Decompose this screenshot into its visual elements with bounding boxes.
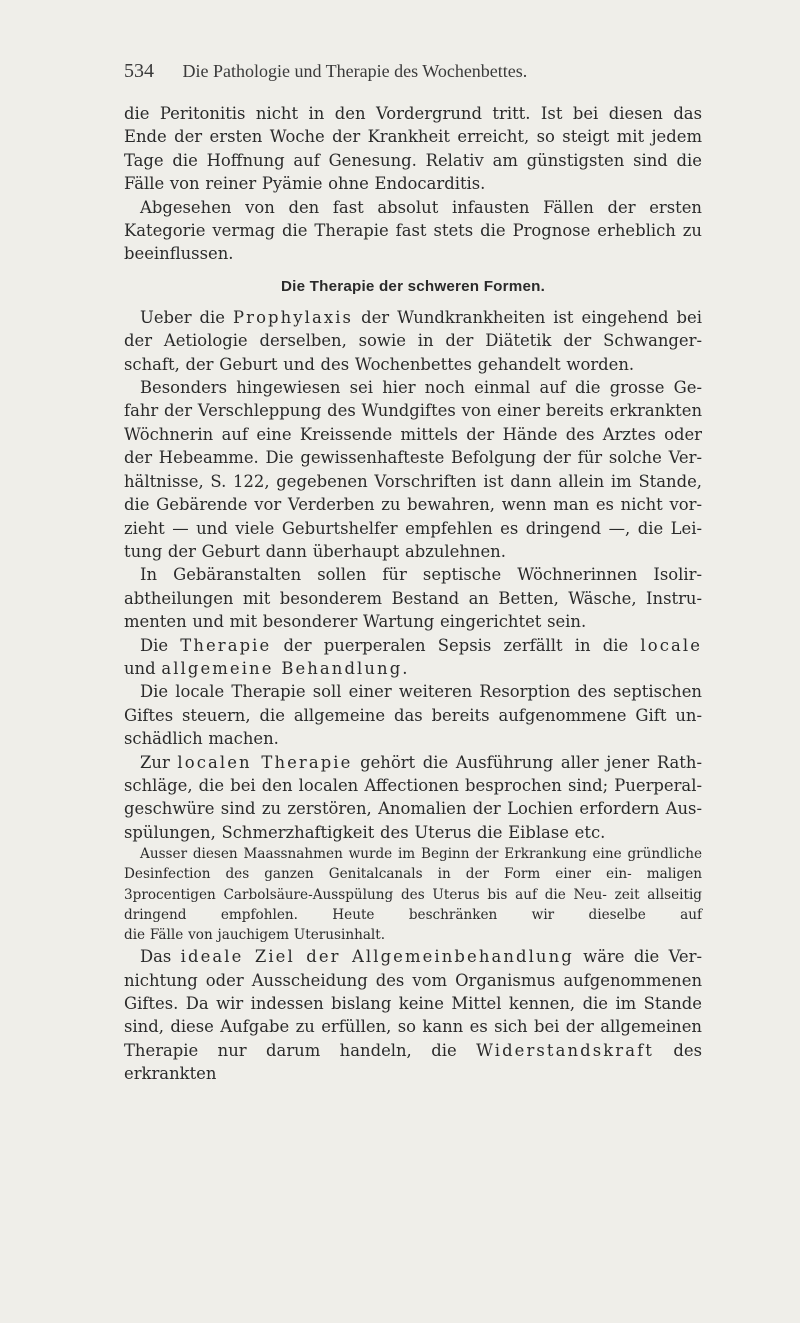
paragraph-5: In Gebäranstalten sollen für septische Wöchnerinnen Isolir- abtheilungen mit besonderem Bestand an Betten, Wäsche, Instru- [124,565,702,608]
paragraph-7: Die locale Therapie soll einer weiteren Resorption des septischen Giftes steuern, die allgemeine das bereits aufgenommene Gift un- [124,682,702,725]
paragraph-1: die Peritonitis nicht in den Vordergrund tritt. Ist bei diesen das Ende der ersten Woche der Krankheit erreicht, so steigt mit jedem Tage die Hoffnung auf Genesung. Relativ am günstigsten sind die [124,104,702,170]
spaced-term: locale [640,635,702,655]
running-header [124,60,684,83]
page-body: die Peritonitis nicht in den Vordergrund tritt. Ist bei diesen das Ende der ersten Woche der Krankheit erreicht, so steigt mit jedem Tage die Hoffnung auf Genesung. Relativ am günstigsten sind die Fälle von reiner Pyämie ohne Endocarditis. Abgesehen von den fast absolut infausten Fällen der ersten Kategorie vermag die Therapie fast stets die Prognose erheblich zu beeinflussen. Die Therapie der schweren Formen. Ueber die Prophylaxis der Wundkrankheiten ist eingehend bei der Aetiologie derselben, sowie in der Diätetik der Schwanger- schaft, der Geburt und des Wochenbettes gehandelt worden. Besonders hingewiesen sei hier noch einmal auf die grosse Ge- fahr der Verschleppung des Wundgiftes von einer bereits erkrankten Wöchnerin auf eine Kreissende mittels der Hände des Arztes oder der Hebeamme. Die gewissenhafteste Befolgung der für solche Ver- hältnisse, S. 122, gegebenen Vorschriften ist dann allein im Stande, die Gebärende vor Verderben zu bewahren, wenn man es nicht vor- zieht — und viele Geburtshelfer empfehlen es dringend —, die Lei- tung der Geburt dann überhaupt abzulehnen. In Gebäranstalten sollen für septische Wöchnerinnen Isolir- abtheilungen mit besonderem Bestand an Betten, Wäsche, Instru- menten und mit besonderer Wartung eingerichtet sein. Die Therapie der puerperalen Sepsis zerfällt in die locale und allgemeine Behandlung. Die locale Therapie soll einer weiteren Resorption des septischen Giftes steuern, die allgemeine das bereits aufgenommene Gift un- schädlich machen. Zur localen Therapie gehört die Ausführung aller jener Rath- schläge, die bei den localen Affectionen besprochen sind; Puerperal- geschwüre sind zu zerstören, Anomalien der Lochien erfordern Aus- spülungen, Schmerzhaftigkeit des Uterus die Eiblase etc. Ausser diesen Maassnahmen wurde im Beginn der Erkrankung eine gründliche Desinfection des ganzen Genitalcanals in der Form einer ein- maligen 3procentigen Carbolsäure-Ausspülung des Uterus bis auf die Neu- zeit allseitig dringend empfohlen. Heute beschränken wir dieselbe auf die Fälle von jauchigem Uterusinhalt. Das ideale Ziel der Allgemeinbehandlung wäre die Ver- nichtung oder Ausscheidung des vom Organismus aufgenommenen Giftes. Da wir indessen bislang keine Mittel kennen, die im Stande sind, diese Aufgabe zu erfüllen, so kann es sich bei der allgemeinen Therapie nur darum handeln, die Widerstandskraft des erkrankten [124,104,702,1084]
page-number: 534 [124,60,154,82]
paragraph-3: Ueber die Prophylaxis der Wundkrankheiten ist eingehend bei der Aetiologie derselben, sowie in der Diätetik der Schwanger- [124,307,702,351]
paragraph-4: Besonders hingewiesen sei hier noch einmal auf die grosse Ge- fahr der Verschleppung des Wundgiftes von einer bereits erkrankten Wöchnerin auf eine Kreissende mittels der Hände des Arztes oder der Hebeamme. Die gewissenhafteste Befolgung der für solche Ver- hältnisse, S. 122, gegebenen Vorschriften ist dann allein im Stande, die Gebärende vor Verderben zu bewahren, wenn man es nicht vor- zieht — und viele Geburtshelfer empfehlen es dringend —, die Lei- [124,378,702,538]
small-print-note: Ausser diesen Maassnahmen wurde im Beginn der Erkrankung eine gründliche Desinfection des ganzen Genitalcanals in der Form einer ein- maligen 3procentigen Carbolsäure-Ausspülung des Uterus bis auf die Neu- zeit allseitig dringend empfohlen. Heute beschränken wir dieselbe auf [124,846,702,923]
paragraph-9: Das ideale Ziel der Allgemeinbehandlung wäre die Ver- nichtung oder Ausscheidung des vom Organismus aufgenommenen Giftes. Da wir indessen bislang keine Mittel kennen, die im Stande sind, diese Aufgabe zu erfüllen, so kann es sich bei der allgemeinen [124,947,702,1037]
paragraph-6: Die Therapie der puerperalen Sepsis zerfällt in die locale [140,635,702,655]
spaced-term: Therapie [180,635,272,655]
spaced-term: Prophylaxis [233,307,354,327]
paragraph-1-end: Fälle von reiner Pyämie ohne Endocarditis. [124,174,486,194]
spaced-term: ideale Ziel der Allgemeinbehandlung [180,947,574,967]
running-title: Die Pathologie und Therapie des Wochenbettes. [182,61,528,81]
spaced-term: Widerstandskraft [476,1040,654,1060]
paragraph-2: Abgesehen von den fast absolut infausten Fällen der ersten Kategorie vermag die Therapie fast stets die Prognose erheblich zu [124,197,702,241]
paragraph-8: Zur localen Therapie gehört die Ausführung aller jener Rath- schläge, die bei den localen Affectionen besprochen sind; Puerperal- geschwüre sind zu zerstören, Anomalien der Lochien erfordern Aus- [124,752,702,819]
spaced-term: allgemeine Behandlung [161,658,403,678]
section-heading: Die Therapie der schweren Formen. [280,277,546,295]
paragraph-2-end: beeinflussen. [124,244,234,264]
spaced-term: localen Therapie [177,752,353,772]
